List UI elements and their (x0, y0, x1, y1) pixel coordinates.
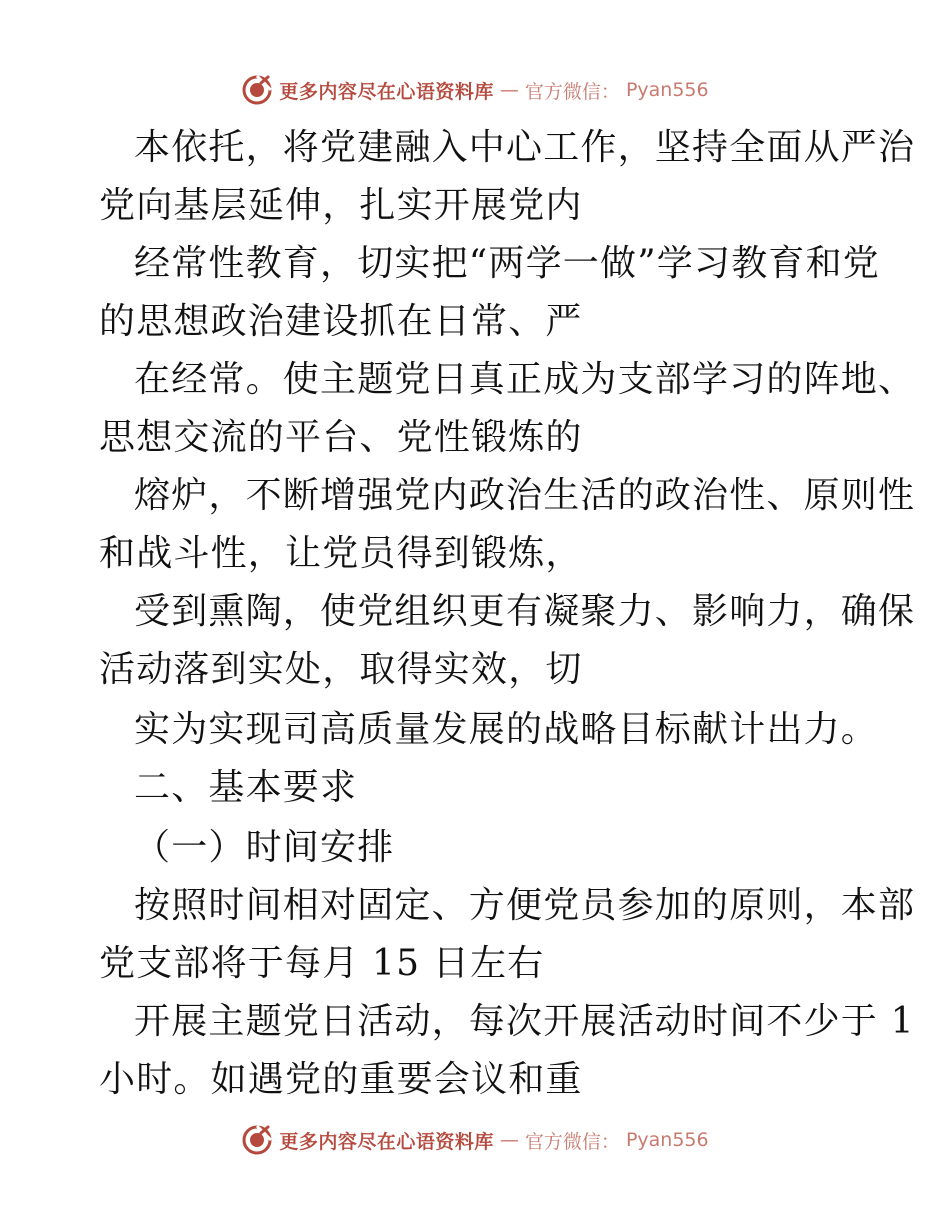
text-line: 活动落到实处，取得实效，切 (99, 649, 583, 690)
text-line: 在经常。使主题党日真正成为支部学习的阵地、 (134, 359, 916, 400)
banner-brand-text: 更多内容尽在心语资料库 (279, 80, 494, 103)
subsection-heading: （一）时间安排 (134, 827, 395, 868)
banner-separator: — (499, 79, 519, 101)
text-line: 思想交流的平台、党性锻炼的 (99, 417, 583, 458)
section-heading: 二、基本要求 (134, 767, 358, 808)
banner-wechat-label: 官方微信： (524, 1130, 620, 1153)
banner-separator: — (499, 1129, 519, 1151)
banner-wechat-label: 官方微信： (524, 80, 620, 103)
text-line: 实为实现司高质量发展的战略目标献计出力。 (134, 709, 879, 750)
text-line: 按照时间相对固定、方便党员参加的原则，本部 (134, 885, 916, 926)
text-line: 开展主题党日活动，每次开展活动时间不少于 1 (134, 1001, 915, 1042)
brand-logo-icon (241, 1124, 273, 1156)
text-line: 熔炉，不断增强党内政治生活的政治性、原则性 (134, 475, 916, 516)
banner-wechat-id: Pyan556 (625, 1129, 709, 1151)
text-line: 和战斗性，让党员得到锻炼， (99, 533, 583, 574)
text-line: 本依托，将党建融入中心工作，坚持全面从严治 (134, 127, 916, 168)
text-line: 受到熏陶，使党组织更有凝聚力、影响力，确保 (134, 591, 916, 632)
text-line: 小时。如遇党的重要会议和重 (99, 1059, 583, 1100)
text-line: 党向基层延伸，扎实开展党内 (99, 185, 583, 226)
banner-brand-text: 更多内容尽在心语资料库 (279, 1130, 494, 1153)
text-line: 经常性教育，切实把“两学一做”学习教育和党 (134, 243, 881, 284)
banner-wechat-id: Pyan556 (625, 79, 709, 101)
text-line: 的思想政治建设抓在日常、严 (99, 301, 583, 342)
header-banner (0, 70, 950, 110)
footer-banner (0, 1120, 950, 1160)
brand-logo-icon (241, 74, 273, 106)
text-line: 党支部将于每月 15 日左右 (99, 943, 545, 984)
